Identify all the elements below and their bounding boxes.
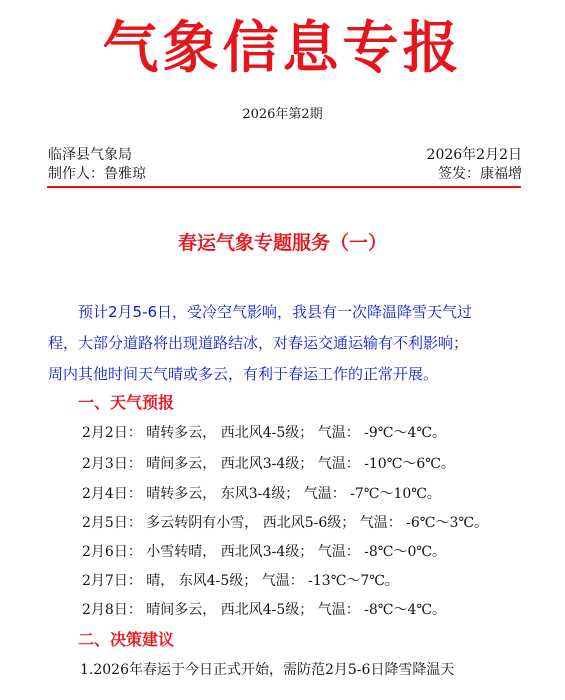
- lead-line-3: 周内其他时间天气晴或多云，有利于春运工作的正常开展。: [48, 365, 439, 383]
- forecast-line: 2月3日： 晴间多云， 西北风3-4级； 气温： -10℃～6℃。: [82, 456, 455, 472]
- forecast-line: 2月7日： 晴， 东风4-5级； 气温： -13℃～7℃。: [82, 573, 399, 589]
- advice-heading: 二、决策建议: [78, 630, 175, 649]
- approver-name: 签发：康福增: [438, 166, 522, 182]
- forecast-line: 2月4日： 晴转多云， 东风3-4级； 气温： -7℃～10℃。: [82, 486, 441, 502]
- issue-number: 2026年第2期: [242, 107, 323, 122]
- header-divider: [47, 186, 521, 188]
- forecast-line: 2月5日： 多云转阴有小雪， 西北风5-6级； 气温： -6℃～3℃。: [82, 515, 489, 531]
- issue-date: 2026年2月2日: [426, 147, 522, 163]
- masthead-title: 气象信息专报: [102, 16, 463, 81]
- forecast-line: 2月6日： 小雪转晴， 西北风3-4级； 气温： -8℃～0℃。: [82, 544, 447, 560]
- lead-line-2: 程，大部分道路将出现道路结冰，对春运交通运输有不利影响；: [48, 334, 469, 352]
- forecast-line: 2月8日： 晴间多云， 西北风4-5级； 气温： -8℃～4℃。: [82, 602, 447, 618]
- advice-line: 1.2026年春运于今日正式开始，需防范2月5-6日降雪降温天: [80, 662, 455, 678]
- subject-title: 春运气象专题服务（一）: [177, 232, 387, 254]
- author-name: 制作人：鲁雅琼: [48, 166, 146, 182]
- lead-line-1: 预计2月5-6日，受冷空气影响，我县有一次降温降雪天气过: [78, 303, 473, 321]
- forecast-heading: 一、天气预报: [78, 393, 175, 412]
- forecast-line: 2月2日： 晴转多云， 西北风4-5级； 气温： -9℃～4℃。: [82, 425, 447, 441]
- issuer-name: 临泽县气象局: [48, 147, 132, 163]
